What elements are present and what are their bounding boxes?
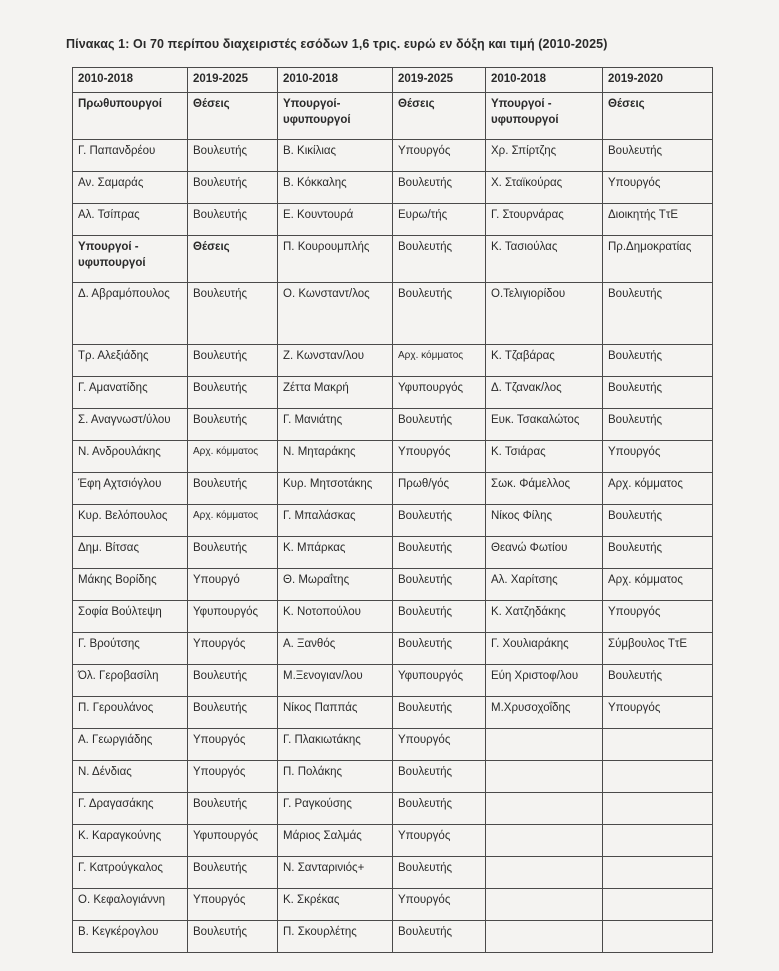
table-cell: Βουλευτής	[188, 140, 278, 172]
table-cell: Υπουργός	[603, 441, 713, 473]
table-cell: Γ. Παπανδρέου	[73, 140, 188, 172]
table-cell: Αρχ. κόμματος	[603, 569, 713, 601]
table-cell	[603, 761, 713, 793]
table-cell: Κ. Χατζηδάκης	[486, 601, 603, 633]
table-cell: Δημ. Βίτσας	[73, 537, 188, 569]
table-cell: Υπουργός	[603, 697, 713, 729]
column-header: 2019-2020	[603, 68, 713, 93]
table-cell: Όλ. Γεροβασίλη	[73, 665, 188, 697]
table-cell: Βουλευτής	[393, 921, 486, 953]
table-cell: Κ. Τασιούλας	[486, 236, 603, 283]
table-cell: Υπουργός	[188, 761, 278, 793]
table-cell	[603, 889, 713, 921]
table-cell: Β. Κικίλιας	[278, 140, 393, 172]
table-cell	[486, 921, 603, 953]
table-cell: Αν. Σαμαράς	[73, 172, 188, 204]
table-cell: Υπουργός	[188, 633, 278, 665]
table-cell: Σοφία Βούλτεψη	[73, 601, 188, 633]
table-cell: Βουλευτής	[188, 697, 278, 729]
table-cell: Βουλευτής	[393, 793, 486, 825]
table-cell: Βουλευτής	[188, 793, 278, 825]
table-cell: Υφυπουργός	[393, 377, 486, 409]
table-row	[73, 729, 713, 761]
table-cell	[603, 921, 713, 953]
table-cell: Γ. Αμανατίδης	[73, 377, 188, 409]
table-cell: Νίκος Φίλης	[486, 505, 603, 537]
table-cell: Θ. Μωραΐτης	[278, 569, 393, 601]
table-cell: Βουλευτής	[393, 537, 486, 569]
table-cell: Θέσεις	[603, 93, 713, 140]
table-row	[73, 825, 713, 857]
table-cell: Βουλευτής	[188, 857, 278, 889]
table-row	[73, 204, 713, 236]
table-cell: Σ. Αναγνωστ/ύλου	[73, 409, 188, 441]
table-cell: Κ. Μπάρκας	[278, 537, 393, 569]
table-cell: Αρχ. κόμματος	[188, 505, 278, 537]
table-cell: Δ. Αβραμόπουλος	[73, 283, 188, 345]
table-cell: Κ. Νοτοπούλου	[278, 601, 393, 633]
table-row	[73, 889, 713, 921]
table-cell: Α. Ξανθός	[278, 633, 393, 665]
table-row	[73, 569, 713, 601]
table-cell: Βουλευτής	[393, 505, 486, 537]
table-cell: Ν. Δένδιας	[73, 761, 188, 793]
table-cell: Βουλευτής	[603, 665, 713, 697]
column-header: 2019-2025	[188, 68, 278, 93]
table-cell: Κυρ. Μητσοτάκης	[278, 473, 393, 505]
header-row	[73, 68, 713, 93]
table-row	[73, 236, 713, 283]
table-cell: Βουλευτής	[393, 857, 486, 889]
table-cell: Βουλευτής	[603, 283, 713, 345]
table-cell: Δ. Τζανακ/λος	[486, 377, 603, 409]
table-cell: Γ. Ραγκούσης	[278, 793, 393, 825]
table-cell: Νίκος Παππάς	[278, 697, 393, 729]
table-row	[73, 377, 713, 409]
table-cell: Αρχ. κόμματος	[393, 345, 486, 377]
table-cell: Βουλευτής	[393, 236, 486, 283]
table-cell: Βουλευτής	[188, 409, 278, 441]
table-cell: Βουλευτής	[188, 473, 278, 505]
table-cell: Υπουργός	[393, 441, 486, 473]
table-cell: Υπουργός	[188, 729, 278, 761]
table-cell: Ευκ. Τσακαλώτος	[486, 409, 603, 441]
table-row	[73, 345, 713, 377]
table-cell: Μάριος Σαλμάς	[278, 825, 393, 857]
table-cell: Βουλευτής	[393, 761, 486, 793]
table-cell: Τρ. Αλεξιάδης	[73, 345, 188, 377]
table-row	[73, 793, 713, 825]
table-cell: Θέσεις	[188, 93, 278, 140]
table-cell	[486, 729, 603, 761]
table-cell	[486, 793, 603, 825]
table-cell: Ευρω/τής	[393, 204, 486, 236]
table-cell: Κ. Καραγκούνης	[73, 825, 188, 857]
table-cell: Ν. Μηταράκης	[278, 441, 393, 473]
table-cell: Κ. Τζαβάρας	[486, 345, 603, 377]
table-cell: Π. Κουρουμπλής	[278, 236, 393, 283]
table-row	[73, 93, 713, 140]
table-cell: Υπουργός	[188, 889, 278, 921]
table-cell: Υπουργός	[393, 729, 486, 761]
table-cell: Βουλευτής	[188, 665, 278, 697]
table-row	[73, 140, 713, 172]
table-cell: Υπουργός	[603, 172, 713, 204]
table-cell: Μ.Ξενογιαν/λου	[278, 665, 393, 697]
table-row	[73, 761, 713, 793]
table-cell: Υπουργοί - υφυπουργοί	[486, 93, 603, 140]
table-cell: Βουλευτής	[393, 409, 486, 441]
column-header: 2010-2018	[278, 68, 393, 93]
table-cell: Χ. Σταϊκούρας	[486, 172, 603, 204]
table-cell: Γ. Μπαλάσκας	[278, 505, 393, 537]
table-cell: Κ. Τσιάρας	[486, 441, 603, 473]
table-cell: Εύη Χριστοφ/λου	[486, 665, 603, 697]
table-cell: Β. Κόκκαλης	[278, 172, 393, 204]
table-cell: Α. Γεωργιάδης	[73, 729, 188, 761]
table-cell	[603, 857, 713, 889]
table-cell: Θέσεις	[393, 93, 486, 140]
table-cell: Έφη Αχτσιόγλου	[73, 473, 188, 505]
table-row	[73, 633, 713, 665]
table-cell: Γ. Χουλιαράκης	[486, 633, 603, 665]
table-cell: Βουλευτής	[188, 172, 278, 204]
table-cell: Αρχ. κόμματος	[603, 473, 713, 505]
table-row	[73, 409, 713, 441]
table-cell: Πρωθ/γός	[393, 473, 486, 505]
table-row	[73, 283, 713, 345]
table-cell: Βουλευτής	[393, 697, 486, 729]
table-cell: Θέσεις	[188, 236, 278, 283]
table-cell: Κ. Σκρέκας	[278, 889, 393, 921]
table-cell: Βουλευτής	[188, 345, 278, 377]
table-cell: Βουλευτής	[188, 377, 278, 409]
table-cell: Β. Κεγκέρογλου	[73, 921, 188, 953]
column-header: 2010-2018	[73, 68, 188, 93]
table-cell: Βουλευτής	[603, 345, 713, 377]
table-cell: Βουλευτής	[188, 204, 278, 236]
table-cell: Υφυπουργός	[188, 825, 278, 857]
table-cell: Υπουργός	[603, 601, 713, 633]
table-cell: Π. Πολάκης	[278, 761, 393, 793]
table-cell: Γ. Δραγασάκης	[73, 793, 188, 825]
table-cell: Γ. Μανιάτης	[278, 409, 393, 441]
table-cell	[603, 825, 713, 857]
table-cell: Υπουργοί - υφυπουργοί	[73, 236, 188, 283]
table-cell: Βουλευτής	[188, 921, 278, 953]
table-cell: Ο. Κωνσταντ/λος	[278, 283, 393, 345]
table-cell: Μάκης Βορίδης	[73, 569, 188, 601]
table-cell: Βουλευτής	[188, 283, 278, 345]
table-cell	[486, 825, 603, 857]
table-cell: Ε. Κουντουρά	[278, 204, 393, 236]
table-cell: Υπουργός	[393, 140, 486, 172]
table-cell: Γ. Βρούτσης	[73, 633, 188, 665]
table-cell: Γ. Κατρούγκαλος	[73, 857, 188, 889]
table-cell	[603, 793, 713, 825]
table-cell: Βουλευτής	[603, 377, 713, 409]
table-row	[73, 441, 713, 473]
table-cell: Σωκ. Φάμελλος	[486, 473, 603, 505]
table-cell: Ν. Ανδρουλάκης	[73, 441, 188, 473]
table-cell: Χρ. Σπίρτζης	[486, 140, 603, 172]
table-cell	[486, 889, 603, 921]
table-row	[73, 172, 713, 204]
table-cell: Βουλευτής	[603, 505, 713, 537]
table-cell: Ζ. Κωνσταν/λου	[278, 345, 393, 377]
table-cell: Βουλευτής	[603, 140, 713, 172]
table-cell: Βουλευτής	[188, 537, 278, 569]
table-cell: Γ. Πλακιωτάκης	[278, 729, 393, 761]
table-cell: Αλ. Χαρίτσης	[486, 569, 603, 601]
table-row	[73, 921, 713, 953]
table-cell: Ο.Τελιγιορίδου	[486, 283, 603, 345]
table-cell: Βουλευτής	[393, 172, 486, 204]
table-cell: Υφυπουργός	[188, 601, 278, 633]
table-cell: Ο. Κεφαλογιάννη	[73, 889, 188, 921]
table-row	[73, 537, 713, 569]
column-header: 2010-2018	[486, 68, 603, 93]
table-cell: Βουλευτής	[393, 633, 486, 665]
table-cell: Υφυπουργός	[393, 665, 486, 697]
table-cell: Πρ.Δημοκρατίας	[603, 236, 713, 283]
table-cell: Κυρ. Βελόπουλος	[73, 505, 188, 537]
table-title: Πίνακας 1: Οι 70 περίπου διαχειριστές εσόδων 1,6 τρις. ευρώ εν δόξη και τιμή (2010-2025)	[66, 37, 608, 51]
table-cell: Ν. Σανταρινιός+	[278, 857, 393, 889]
table-cell: Π. Γερουλάνος	[73, 697, 188, 729]
table-cell: Αλ. Τσίπρας	[73, 204, 188, 236]
table-cell	[603, 729, 713, 761]
table-row	[73, 665, 713, 697]
table-cell: Ζέττα Μακρή	[278, 377, 393, 409]
table-cell: Υπουργό	[188, 569, 278, 601]
data-table	[72, 67, 713, 953]
table-cell: Βουλευτής	[393, 569, 486, 601]
column-header: 2019-2025	[393, 68, 486, 93]
table-row	[73, 505, 713, 537]
table-cell: Θεανώ Φωτίου	[486, 537, 603, 569]
table-row	[73, 473, 713, 505]
table-row	[73, 857, 713, 889]
table-cell: Βουλευτής	[393, 283, 486, 345]
table-cell: Αρχ. κόμματος	[188, 441, 278, 473]
table-cell: Βουλευτής	[393, 601, 486, 633]
table-cell: Πρωθυπουργοί	[73, 93, 188, 140]
table-row	[73, 601, 713, 633]
table-cell	[486, 761, 603, 793]
table-cell	[486, 857, 603, 889]
table-cell: Μ.Χρυσοχοΐδης	[486, 697, 603, 729]
table-row	[73, 697, 713, 729]
table-cell: Διοικητής ΤτΕ	[603, 204, 713, 236]
table-body	[73, 93, 713, 953]
table-cell: Υπουργός	[393, 825, 486, 857]
table-cell: Υπουργοί-υφυπουργοί	[278, 93, 393, 140]
table-cell: Σύμβουλος ΤτΕ	[603, 633, 713, 665]
table-cell: Γ. Στουρνάρας	[486, 204, 603, 236]
table-cell: Βουλευτής	[603, 537, 713, 569]
table-cell: Βουλευτής	[603, 409, 713, 441]
table-cell: Π. Σκουρλέτης	[278, 921, 393, 953]
table-cell: Υπουργός	[393, 889, 486, 921]
